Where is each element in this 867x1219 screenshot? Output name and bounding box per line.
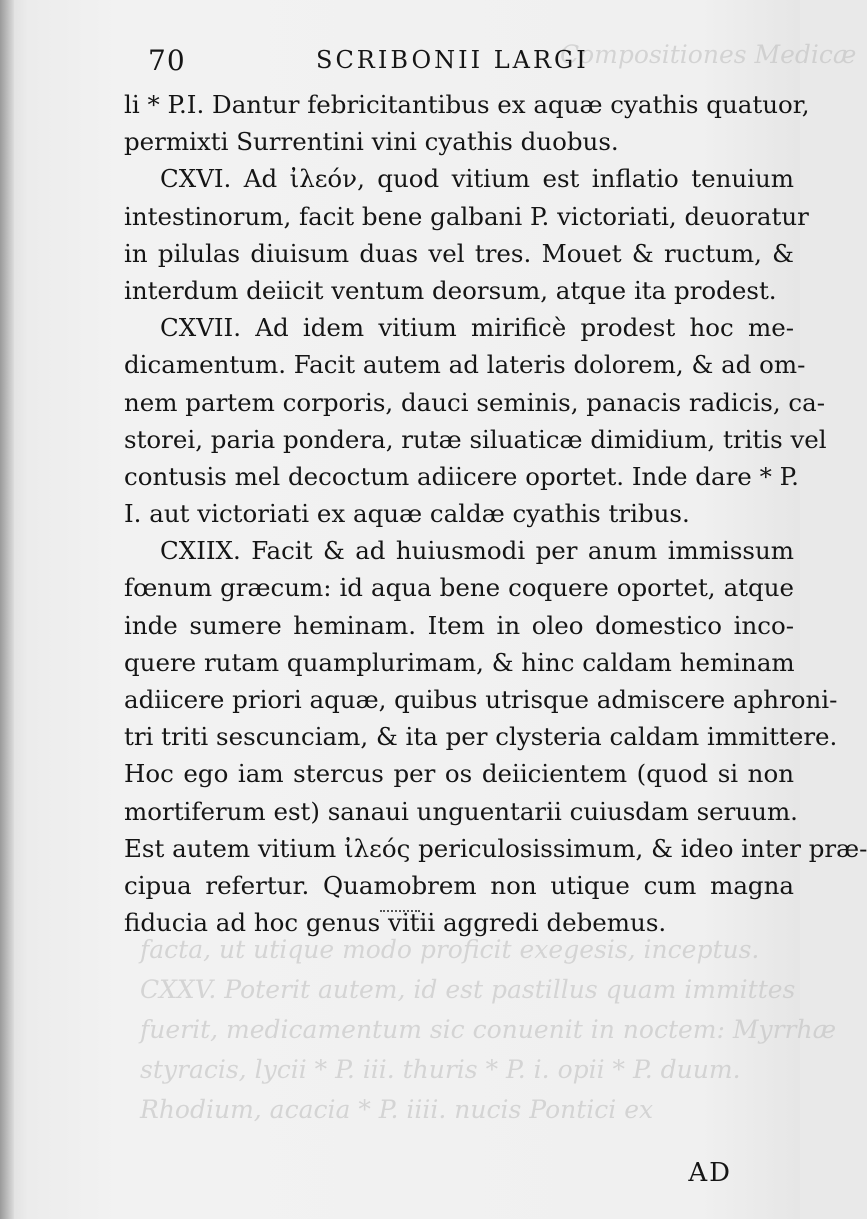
text-line: quere rutam quamplurimam, & hinc caldam heminam (124, 647, 795, 677)
text-line: li * P.I. Dantur febricitantibus ex aquæ cyathis quatuor, (124, 90, 810, 119)
text-line: I. aut victoriati ex aquæ caldæ cyathis tribus. (124, 499, 690, 529)
text-line: tri triti sescunciam, & ita per clysteria caldam immittere. (124, 722, 838, 752)
show-through-text: Rhodium, acacia * P. iiii. nucis Pontici ex (140, 1095, 654, 1124)
text-line: cipua refertur. Quamobrem non utique cum magna (124, 870, 794, 900)
section-heading-line: CXIIX. Facit & ad huiusmodi per anum immissum (160, 536, 794, 566)
end-rule (380, 910, 420, 912)
section-heading-line: CXVI. Ad ἰλεόν, quod vitium est inflatio tenuium (160, 164, 794, 194)
text-line: mortiferum est) sanaui unguentarii cuiusdam seruum. (124, 796, 798, 826)
text-line: adiicere priori aquæ, quibus utrisque admiscere aphroni- (124, 685, 838, 714)
text-line: in pilulas diuisum duas vel tres. Mouet & ructum, & (124, 238, 794, 268)
text-line: fœnum græcum: id aqua bene coquere oportet, atque (124, 573, 794, 603)
show-through-text: styracis, lycii * P. iii. thuris * P. i. opii * P. duum. (140, 1055, 741, 1084)
show-through-text: Compositiones Medicæ (560, 40, 857, 69)
section-heading-line: CXVII. Ad idem vitium mirificè prodest hoc me- (160, 313, 794, 343)
show-through-text: facta, ut utique modo proficit exegesis, inceptus. (140, 935, 760, 964)
page-number: 70 (148, 44, 186, 77)
text-line: interdum deiicit ventum deorsum, atque ita prodest. (124, 275, 777, 305)
running-head: SCRIBONII LARGI (316, 46, 589, 74)
text-line: dicamentum. Facit autem ad lateris dolorem, & ad om- (124, 350, 806, 380)
text-line: inde sumere heminam. Item in oleo domestico inco- (124, 610, 794, 640)
text-line: storei, paria pondera, rutæ siluaticæ dimidium, tritis vel (124, 424, 827, 454)
body-text (124, 86, 867, 941)
page-header (148, 44, 708, 84)
text-line: fiducia ad hoc genus vitii aggredi debemus. (124, 908, 667, 938)
text-line: Hoc ego iam stercus per os deiicientem (quod si non (124, 759, 794, 789)
text-line: nem partem corporis, dauci seminis, panacis radicis, ca- (124, 387, 826, 417)
show-through-text: fuerit, medicamentum sic conuenit in noctem: Myrrhæ (140, 1015, 837, 1044)
text-line: Est autem vitium ἰλεός periculosissimum, & ideo inter præ- (124, 833, 867, 863)
text-line: intestinorum, facit bene galbani P. victoriati, deuoratur (124, 201, 809, 231)
text-line: permixti Surrentini vini cyathis duobus. (124, 127, 619, 157)
gutter-shadow (0, 0, 14, 1219)
text-line: contusis mel decoctum adiicere oportet. Inde dare * P. (124, 461, 799, 491)
catchword: AD (688, 1158, 732, 1188)
show-through-text: CXXV. Poterit autem, id est pastillus quam immittes (140, 975, 796, 1004)
